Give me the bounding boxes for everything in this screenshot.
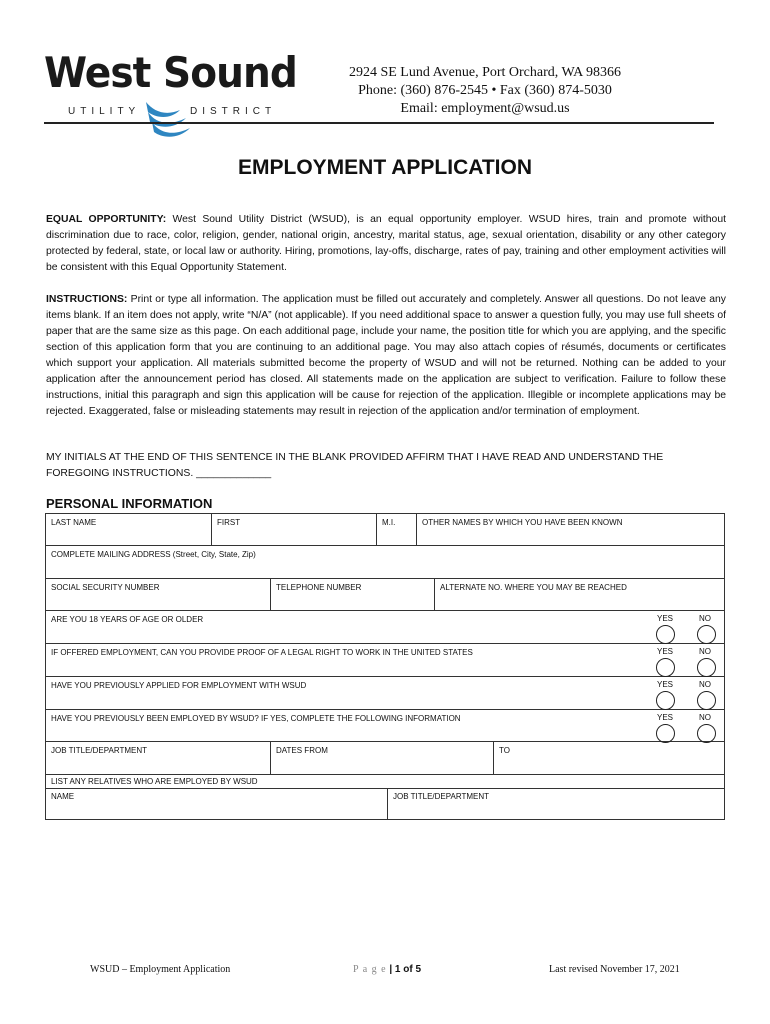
age-yes-radio[interactable] (656, 625, 675, 644)
alternate-number-label: ALTERNATE NO. WHERE YOU MAY BE REACHED (440, 583, 627, 592)
telephone-label: TELEPHONE NUMBER (276, 583, 362, 592)
employed-question-label: HAVE YOU PREVIOUSLY BEEN EMPLOYED BY WSUD? IF YES, COMPLETE THE FOLLOWING INFORMATION (51, 714, 461, 723)
dates-from-label: DATES FROM (276, 746, 328, 755)
header-rule (44, 122, 714, 124)
yes-label: YES (657, 614, 674, 623)
relative-job-label: JOB TITLE/DEPARTMENT (393, 792, 490, 801)
age-question-label: ARE YOU 18 YEARS OF AGE OR OLDER (51, 615, 204, 624)
footer-page-number: | 1 of 5 (386, 964, 422, 975)
applied-yes-no (646, 677, 724, 709)
applied-question-label: HAVE YOU PREVIOUSLY APPLIED FOR EMPLOYMENT WITH WSUD (51, 681, 307, 690)
footer-page (353, 964, 421, 975)
page-title: EMPLOYMENT APPLICATION (238, 156, 532, 179)
affirm-statement: MY INITIALS AT THE END OF THIS SENTENCE IN THE BLANK PROVIDED AFFIRM THAT I HAVE READ AND UNDERSTAND THE FOREGOING INSTRUCTIONS. _____________ (46, 452, 664, 479)
applied-question-row (45, 677, 725, 710)
yes-label: YES (657, 713, 674, 722)
alternate-number-field[interactable] (434, 579, 724, 610)
other-names-field[interactable] (416, 514, 724, 545)
job-title-label: JOB TITLE/DEPARTMENT (51, 746, 148, 755)
footer-revised-date: Last revised November 17, 2021 (549, 964, 680, 975)
logo-district: DISTRICT (190, 106, 277, 117)
relative-name-label: NAME (51, 792, 75, 801)
employed-no-radio[interactable] (697, 724, 716, 743)
no-label: NO (699, 647, 711, 656)
footer-form-name: WSUD – Employment Application (90, 964, 231, 975)
relatives-label: LIST ANY RELATIVES WHO ARE EMPLOYED BY WSUD (51, 777, 258, 786)
yes-label: YES (657, 647, 674, 656)
age-yes-no (646, 611, 724, 643)
applied-no-radio[interactable] (697, 691, 716, 710)
address-phone: Phone: (360) 876-2545 • Fax (360) 874-5030 (358, 83, 612, 98)
last-name-label: LAST NAME (51, 518, 97, 527)
ssn-label: SOCIAL SECURITY NUMBER (51, 583, 160, 592)
equal-opportunity-label: EQUAL OPPORTUNITY: (46, 214, 167, 225)
previous-employment-row (45, 742, 725, 775)
no-label: NO (699, 614, 711, 623)
relatives-row (45, 775, 725, 820)
relative-job-field[interactable] (387, 788, 724, 819)
footer-page-word: P a g e (353, 964, 387, 975)
legal-question-label: IF OFFERED EMPLOYMENT, CAN YOU PROVIDE PROOF OF A LEGAL RIGHT TO WORK IN THE UNITED STATES (51, 648, 473, 657)
no-label: NO (699, 713, 711, 722)
employed-yes-no (646, 710, 724, 741)
equal-opportunity-text: West Sound Utility District (WSUD), is an equal opportunity employer. WSUD hires, train and promote without discrimination due to race, color, religion, gender, national origin, ancestry, marital status, age, sexual orientation, disability or any other category protected by federal, state, or local law or authority. Hiring, promotions, lay-offs, discharge, rates of pay, training and other employment activities will be consistent with this Equal Opportunity Statement. (46, 214, 726, 273)
personal-info-form (45, 513, 725, 820)
logo-utility: UTILITY (68, 106, 141, 117)
legal-yes-radio[interactable] (656, 658, 675, 677)
company-address (330, 64, 640, 118)
mi-label: M.I. (382, 518, 396, 527)
employed-yes-radio[interactable] (656, 724, 675, 743)
instructions-text: Print or type all information. The application must be filled out accurately and completely. Answer all questions. Do not leave any items blank. If an item does not apply, write “N/A” (not applicable). If you need additional space to answer a question fully, you may use full sheets of paper that are the same size as this page. On each additional page, include your name, the position title for which you are applying, and the specific section of this application form that you are continuing to an additional page. You may also attach copies of résumés, documents or certificates which support your application. All materials submitted become the property of WSUD and will not be returned. Nothing can be added to your application after the announcement period has closed. All statements made on the application are subject to verification. Failure to follow these instructions, initial this paragraph and sign this application will be cause for rejection of the application. Illegible or incomplete applications may be rejected. Exaggerated, false or misleading statements may result in rejection of the application and/or termination of employment. (46, 294, 726, 417)
age-question-row (45, 611, 725, 644)
wave-icon (144, 98, 192, 142)
other-names-label: OTHER NAMES BY WHICH YOU HAVE BEEN KNOWN (422, 518, 623, 527)
dates-to-label: TO (499, 746, 510, 755)
logo-name: West Sound (44, 48, 297, 97)
instructions-label: INSTRUCTIONS: (46, 294, 128, 305)
applied-yes-radio[interactable] (656, 691, 675, 710)
equal-opportunity-paragraph (46, 212, 726, 276)
mailing-address-label: COMPLETE MAILING ADDRESS (Street, City, State, Zip) (51, 550, 256, 559)
yes-label: YES (657, 680, 674, 689)
no-label: NO (699, 680, 711, 689)
personal-info-heading: PERSONAL INFORMATION (46, 496, 213, 511)
mailing-address-field[interactable] (45, 546, 725, 579)
address-street: 2924 SE Lund Avenue, Port Orchard, WA 98366 (348, 65, 622, 80)
age-no-radio[interactable] (697, 625, 716, 644)
address-email: Email: employment@wsud.us (400, 101, 570, 116)
dates-to-field[interactable] (493, 742, 724, 774)
first-name-label: FIRST (217, 518, 241, 527)
instructions-paragraph (46, 292, 726, 420)
contact-row (45, 579, 725, 611)
legal-no-radio[interactable] (697, 658, 716, 677)
legal-question-row (45, 644, 725, 677)
legal-yes-no (646, 644, 724, 676)
wsud-logo (44, 48, 297, 142)
name-row (45, 513, 725, 546)
employed-question-row (45, 710, 725, 742)
